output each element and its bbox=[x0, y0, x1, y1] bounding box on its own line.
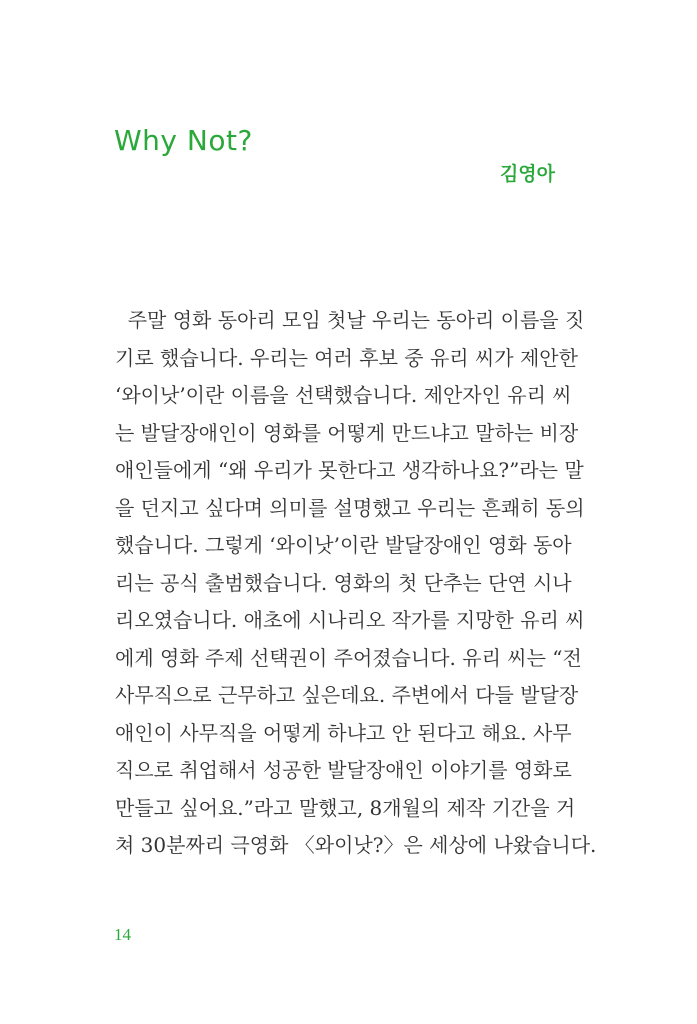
text-line: 쳐 30분짜리 극영화 〈와이낫?〉은 세상에 나왔습니다. bbox=[115, 833, 597, 857]
text-line: 사무직으로 근무하고 싶은데요. 주변에서 다들 발달장 bbox=[115, 683, 579, 707]
text-line: 직으로 취업해서 성공한 발달장애인 이야기를 영화로 bbox=[115, 758, 572, 782]
chapter-title: Why Not? bbox=[114, 124, 253, 157]
text-line: 애인이 사무직을 어떻게 하냐고 안 된다고 해요. 사무 bbox=[115, 720, 572, 745]
text-line: 만들고 싶어요.”라고 말했고, 8개월의 제작 기간을 거 bbox=[115, 795, 576, 820]
body-text bbox=[115, 302, 597, 865]
text-line: ‘와이낫’이란 이름을 선택했습니다. 제안자인 유리 씨 bbox=[115, 383, 572, 407]
page-number: 14 bbox=[114, 925, 131, 944]
text-line: 에게 영화 주제 선택권이 주어졌습니다. 유리 씨는 “전 bbox=[115, 645, 582, 670]
text-line: 애인들에게 “왜 우리가 못한다고 생각하나요?”라는 말 bbox=[115, 458, 584, 482]
text-line: 했습니다. 그렇게 ‘와이낫’이란 발달장애인 영화 동아 bbox=[115, 533, 572, 557]
text-line: 는 발달장애인이 영화를 어떻게 만드냐고 말하는 비장 bbox=[115, 420, 579, 445]
text-line: 리는 공식 출범했습니다. 영화의 첫 단추는 단연 시나 bbox=[115, 570, 572, 595]
text-line: 리오였습니다. 애초에 시나리오 작가를 지망한 유리 씨 bbox=[115, 608, 585, 632]
author-name: 김영아 bbox=[499, 163, 555, 185]
text-line: 기로 했습니다. 우리는 여러 후보 중 유리 씨가 제안한 bbox=[115, 345, 578, 370]
text-line: 주말 영화 동아리 모임 첫날 우리는 동아리 이름을 짓 bbox=[115, 308, 585, 332]
text-line: 을 던지고 싶다며 의미를 설명했고 우리는 흔쾌히 동의 bbox=[115, 495, 585, 520]
